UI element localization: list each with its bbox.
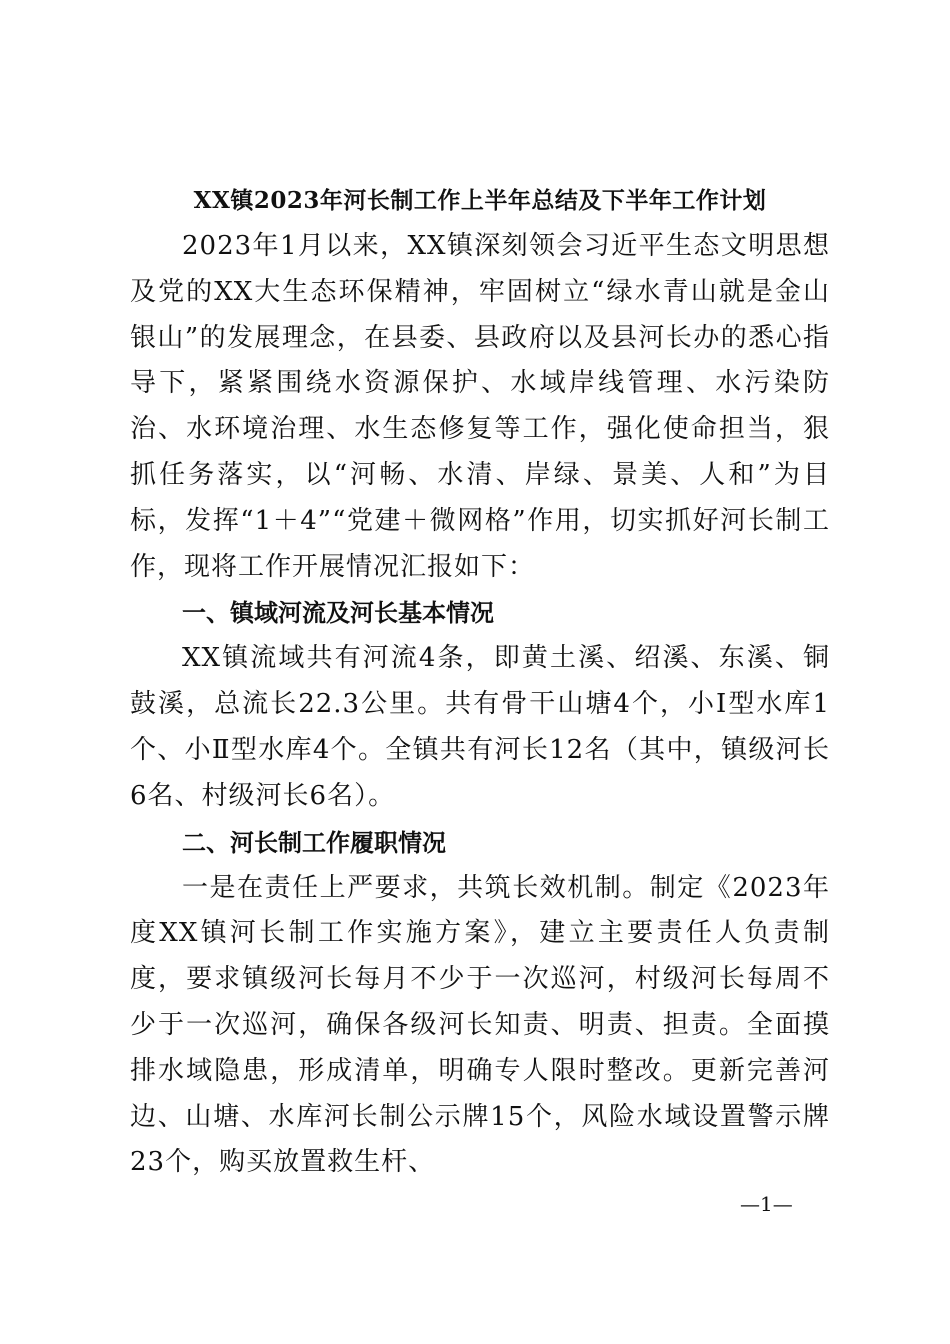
document-body — [130, 178, 830, 1186]
intro-paragraph: 2023年1月以来，XX镇深刻领会习近平生态文明思想及党的XX大生态环保精神，牢固树立“绿水青山就是金山银山”的发展理念，在县委、县政府以及县河长办的悉心指导下，紧紧围绕水资源保护、水域岸线管理、水污染防治、水环境治理、水生态修复等工作，强化使命担当，狠抓任务落实，以“河畅、水清、岸绿、景美、人和”为目标，发挥“1＋4”“党建＋微网格”作用，切实抓好河长制工作，现将工作开展情况汇报如下： — [130, 231, 830, 582]
section-1-paragraph: XX镇流域共有河流4条，即黄土溪、绍溪、东溪、铜鼓溪，总流长22.3公里。共有骨干山塘4个，小Ⅰ型水库1个、小Ⅱ型水库4个。全镇共有河长12名（其中，镇级河长6名、村级河长6名）。 — [130, 643, 830, 811]
section-2-paragraph: 一是在责任上严要求，共筑长效机制。制定《2023年度XX镇河长制工作实施方案》，建立主要责任人负责制度，要求镇级河长每月不少于一次巡河，村级河长每周不少于一次巡河，确保各级河长知责、明责、担责。全面摸排水域隐患，形成清单，明确专人限时整改。更新完善河边、山塘、水库河长制公示牌15个，风险水域设置警示牌23个，购买放置救生杆、 — [130, 872, 830, 1178]
page-number: —1— — [740, 1192, 793, 1216]
section-heading-2: 二、河长制工作履职情况 — [182, 828, 446, 857]
section-heading-1: 一、镇域河流及河长基本情况 — [182, 599, 494, 628]
document-title: XX镇2023年河长制工作上半年总结及下半年工作计划 — [193, 187, 767, 214]
